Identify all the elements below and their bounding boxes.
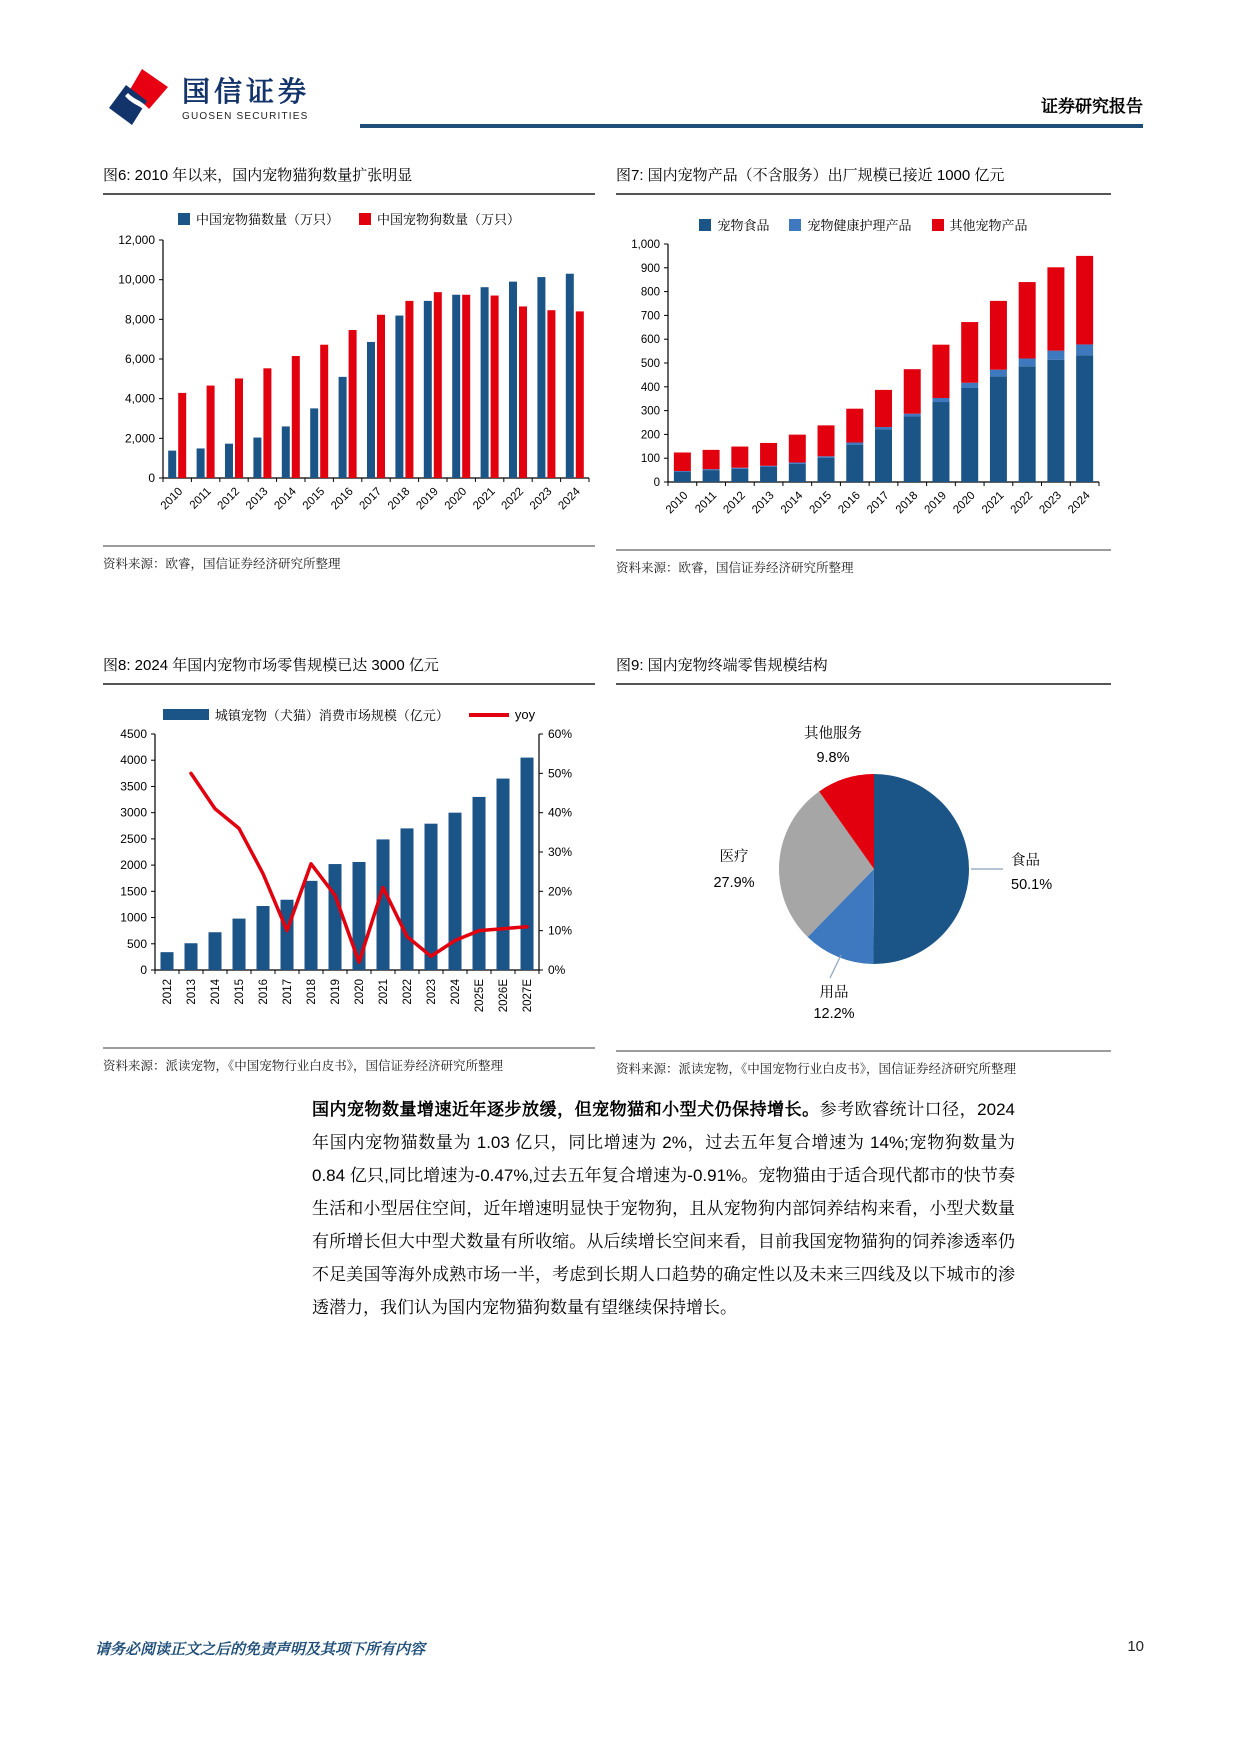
svg-text:2011: 2011 [693, 489, 720, 516]
paragraph-body: 参考欧睿统计口径，2024 年国内宠物猫数量为 1.03 亿只，同比增速为 2%，过去五年复合增速为 14%;宠物狗数量为 0.84 亿只,同比增速为-0.47%,过去五年复合增速为-0.91%。宠物猫由于适合现代都市的快节奏生活和小型居住空间，近年增速明显快于宠物狗，且从宠物狗内部饲养结构来看，小型犬数量有所增长但大中型犬数量有所收缩。从后续增长空间来看，目前我国宠物猫狗的饲养渗透率仍不足美国等海外成熟市场一半，考虑到长期人口趋势的确定性以及未来三四线及以下城市的渗透潜力，我们认为国内宠物猫狗数量有望继续保持增长。 [312, 1100, 1015, 1317]
svg-text:2022: 2022 [1008, 489, 1036, 517]
legend-label: 宠物健康护理产品 [807, 218, 912, 233]
figure-9-title: 图9: 国内宠物终端零售规模结构 [616, 656, 1111, 685]
svg-text:2000: 2000 [120, 858, 147, 873]
svg-text:2027E: 2027E [522, 979, 534, 1013]
legend-swatch [932, 219, 944, 231]
svg-text:2014: 2014 [210, 979, 222, 1005]
svg-text:2020: 2020 [442, 485, 470, 513]
svg-text:12,000: 12,000 [118, 233, 155, 247]
svg-text:0: 0 [140, 963, 147, 978]
svg-text:0%: 0% [548, 963, 566, 978]
svg-text:2019: 2019 [922, 489, 950, 517]
legend-item [163, 705, 449, 724]
legend-swatch [163, 709, 209, 720]
figure-7-source: 资料来源：欧睿，国信证券经济研究所整理 [616, 549, 1111, 578]
svg-text:3500: 3500 [120, 779, 147, 794]
svg-text:2019: 2019 [330, 979, 342, 1005]
svg-text:2012: 2012 [721, 489, 748, 517]
svg-text:2025E: 2025E [474, 979, 486, 1013]
svg-text:8,000: 8,000 [124, 312, 155, 327]
svg-text:2024: 2024 [556, 485, 583, 513]
svg-text:400: 400 [640, 381, 660, 394]
svg-text:800: 800 [640, 286, 660, 299]
svg-text:500: 500 [126, 937, 147, 952]
legend-swatch [469, 713, 509, 717]
svg-text:2014: 2014 [272, 485, 299, 513]
figure-8-legend [103, 705, 595, 724]
svg-text:60%: 60% [548, 727, 573, 742]
svg-text:2018: 2018 [893, 489, 921, 517]
svg-text:200: 200 [640, 429, 660, 442]
logo-cn: 国信证券 [182, 76, 311, 108]
svg-text:4500: 4500 [120, 727, 147, 742]
svg-text:600: 600 [640, 334, 660, 347]
svg-text:300: 300 [640, 405, 660, 418]
svg-text:3000: 3000 [120, 806, 147, 821]
header-divider [360, 124, 1143, 128]
pet-retail-structure-pie [616, 687, 1111, 1035]
svg-text:其他服务: 其他服务 [804, 726, 862, 743]
svg-text:50.1%: 50.1% [1011, 877, 1053, 894]
figure-6 [103, 166, 595, 578]
svg-text:2024: 2024 [450, 979, 462, 1005]
figure-9 [616, 656, 1111, 1079]
legend-item [699, 215, 769, 234]
logo-text [182, 77, 310, 122]
report-type-label: 证券研究报告 [1041, 97, 1143, 116]
svg-text:2016: 2016 [329, 485, 356, 513]
svg-text:2023: 2023 [527, 485, 555, 513]
svg-text:10,000: 10,000 [118, 272, 155, 287]
svg-text:2013: 2013 [186, 979, 198, 1005]
legend-item [178, 209, 339, 228]
svg-text:100: 100 [640, 453, 660, 466]
svg-text:9.8%: 9.8% [816, 750, 850, 767]
svg-text:0: 0 [653, 477, 660, 489]
svg-text:用品: 用品 [819, 985, 849, 1002]
svg-text:2500: 2500 [120, 832, 147, 847]
figure-9-source: 资料来源：派读宠物，《中国宠物行业白皮书》，国信证券经济研究所整理 [616, 1050, 1111, 1079]
svg-text:2024: 2024 [1066, 489, 1093, 517]
svg-text:30%: 30% [548, 845, 573, 860]
footer-disclaimer: 请务必阅读正文之后的免责声明及其项下所有内容 [95, 1641, 426, 1658]
svg-text:2020: 2020 [951, 489, 978, 517]
svg-text:2015: 2015 [807, 489, 835, 517]
svg-text:2015: 2015 [300, 485, 328, 513]
svg-text:2012: 2012 [215, 485, 243, 513]
legend-label: 其他宠物产品 [949, 218, 1028, 233]
pet-retail-scale-chart [103, 726, 595, 1032]
figure-8 [103, 656, 595, 1079]
legend-item [932, 215, 1028, 234]
figure-7 [616, 166, 1111, 578]
svg-text:500: 500 [640, 358, 660, 370]
svg-text:27.9%: 27.9% [713, 875, 755, 892]
svg-text:2016: 2016 [836, 489, 863, 517]
svg-text:2017: 2017 [357, 485, 385, 513]
legend-swatch [699, 219, 711, 231]
svg-text:2026E: 2026E [498, 979, 510, 1013]
svg-text:2019: 2019 [414, 485, 441, 513]
paragraph-lead: 国内宠物数量增速近年逐步放缓，但宠物猫和小型犬仍保持增长。 [312, 1100, 820, 1119]
svg-text:20%: 20% [548, 884, 573, 899]
svg-text:2023: 2023 [1037, 489, 1065, 517]
svg-text:2012: 2012 [162, 979, 174, 1005]
svg-text:医疗: 医疗 [719, 849, 749, 866]
svg-text:50%: 50% [548, 766, 573, 781]
svg-text:2014: 2014 [778, 489, 806, 517]
legend-swatch [178, 213, 190, 225]
legend-label: 中国宠物猫数量（万只） [195, 212, 339, 227]
svg-text:4000: 4000 [120, 753, 147, 768]
figure-8-title: 图8: 2024 年国内宠物市场零售规模已达 3000 亿元 [103, 656, 595, 685]
svg-text:2013: 2013 [243, 485, 271, 513]
analysis-paragraph [312, 1093, 1015, 1324]
svg-text:40%: 40% [548, 806, 573, 821]
svg-text:2013: 2013 [750, 489, 777, 517]
logo-en: GUOSEN SECURITIES [182, 110, 309, 122]
legend-swatch [359, 213, 371, 225]
svg-text:2023: 2023 [426, 979, 438, 1005]
svg-text:2018: 2018 [306, 979, 318, 1005]
svg-text:2021: 2021 [979, 489, 1007, 517]
pet-product-scale-chart [616, 236, 1111, 534]
svg-text:2010: 2010 [663, 489, 691, 517]
svg-text:2011: 2011 [187, 485, 214, 512]
figure-7-legend [616, 215, 1111, 234]
svg-text:2018: 2018 [385, 485, 413, 513]
legend-item [789, 215, 911, 234]
legend-swatch [789, 219, 801, 231]
guosen-logo-icon [106, 68, 172, 131]
svg-text:0: 0 [148, 471, 155, 485]
svg-text:2021: 2021 [471, 485, 498, 513]
svg-text:食品: 食品 [1011, 853, 1040, 870]
svg-text:4,000: 4,000 [124, 391, 155, 406]
svg-text:2015: 2015 [234, 979, 246, 1005]
figure-6-title: 图6: 2010 年以来，国内宠物猫狗数量扩张明显 [103, 166, 595, 195]
figure-7-title: 图7: 国内宠物产品（不含服务）出厂规模已接近 1000 亿元 [616, 166, 1111, 195]
svg-text:2022: 2022 [499, 485, 527, 513]
svg-text:12.2%: 12.2% [813, 1006, 855, 1023]
figure-6-legend [103, 209, 595, 228]
figure-8-source: 资料来源：派读宠物，《中国宠物行业白皮书》，国信证券经济研究所整理 [103, 1047, 595, 1076]
svg-text:2010: 2010 [158, 485, 186, 513]
legend-label: 宠物食品 [717, 218, 770, 233]
figure-6-source: 资料来源：欧睿，国信证券经济研究所整理 [103, 545, 595, 574]
svg-text:2022: 2022 [402, 979, 414, 1005]
legend-label: 城镇宠物（犬猫）消费市场规模（亿元） [214, 708, 449, 724]
svg-text:900: 900 [640, 262, 660, 275]
svg-text:1,000: 1,000 [631, 239, 660, 251]
svg-text:700: 700 [640, 310, 660, 323]
legend-item [359, 209, 520, 228]
legend-label: 中国宠物狗数量（万只） [377, 212, 521, 227]
svg-text:2,000: 2,000 [124, 431, 155, 446]
svg-text:2017: 2017 [865, 489, 892, 517]
svg-text:2021: 2021 [378, 979, 390, 1005]
svg-text:2017: 2017 [282, 979, 294, 1005]
page-number: 10 [1127, 1638, 1144, 1655]
svg-text:2020: 2020 [354, 979, 366, 1005]
legend-label: yoy [514, 707, 536, 723]
svg-text:1000: 1000 [120, 910, 147, 925]
svg-text:1500: 1500 [120, 884, 147, 899]
svg-text:10%: 10% [548, 924, 573, 939]
legend-item [469, 707, 535, 722]
svg-text:2016: 2016 [258, 979, 270, 1005]
guosen-logo [106, 68, 310, 131]
figures-grid [103, 166, 1111, 1080]
pet-cat-dog-count-chart [103, 230, 595, 530]
svg-text:6,000: 6,000 [124, 352, 155, 366]
